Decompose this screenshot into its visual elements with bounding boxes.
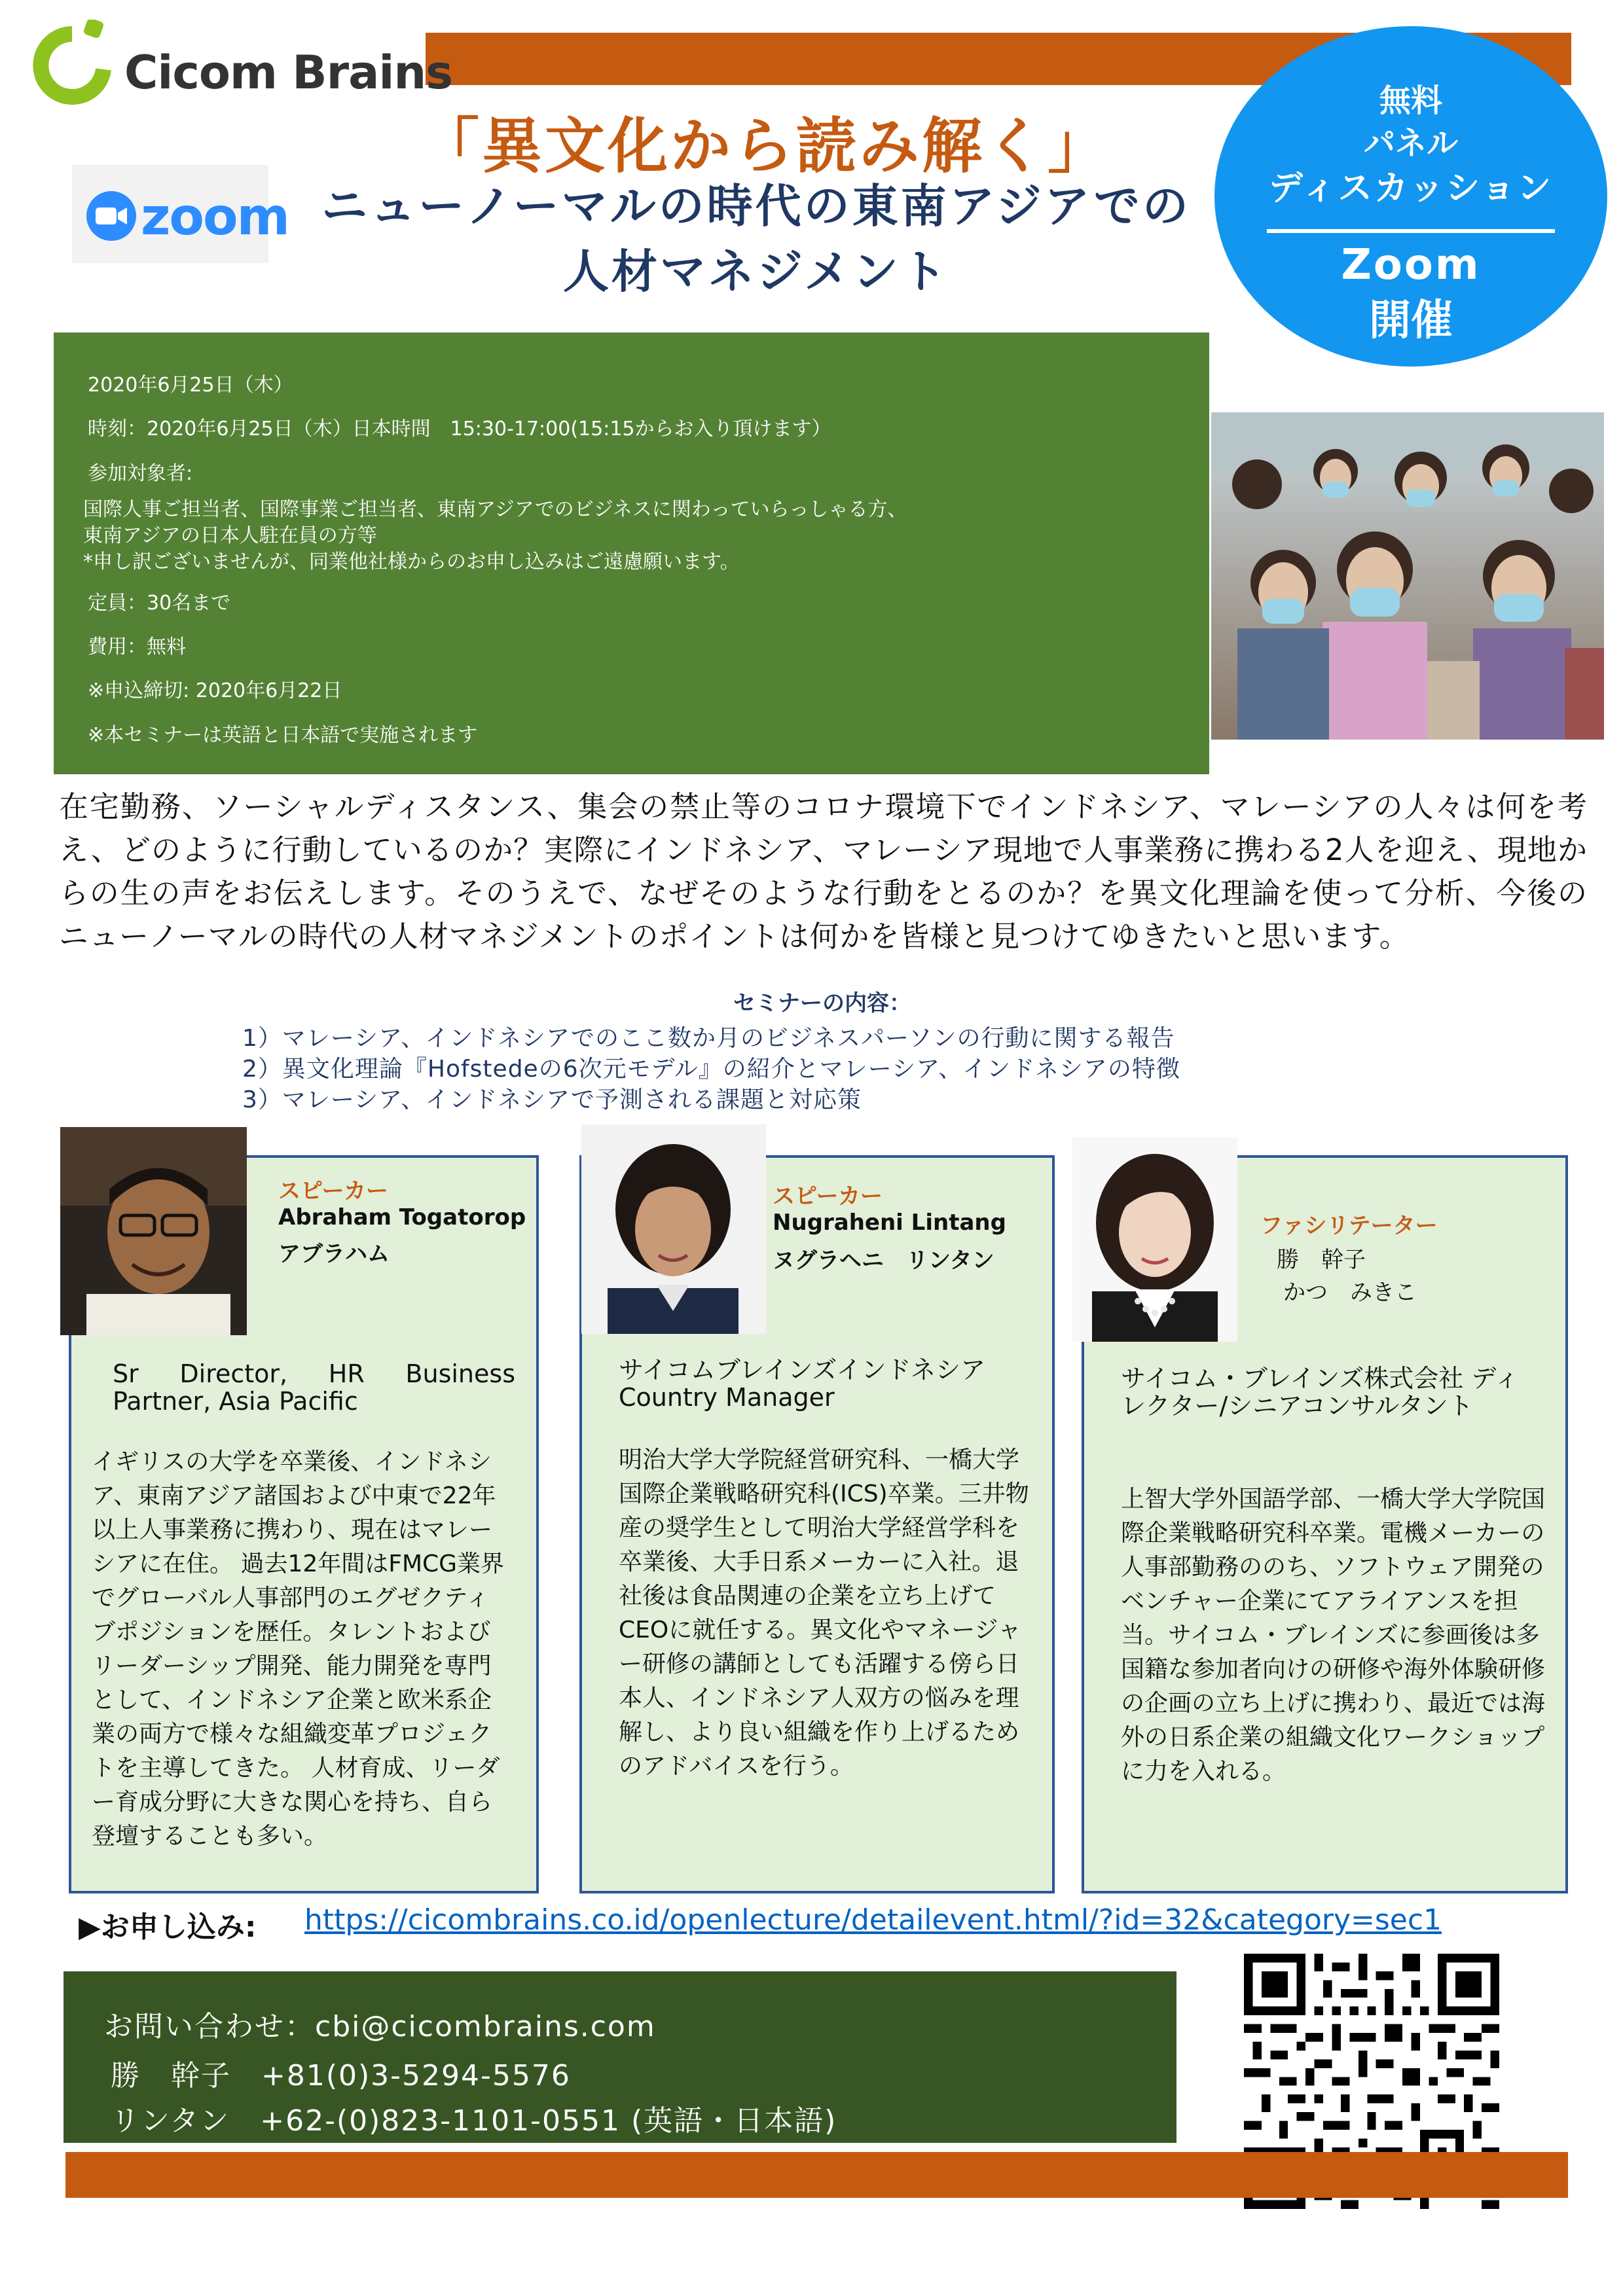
- badge-free: 無料: [1379, 82, 1442, 119]
- facilitator-name-kana: かつ みきこ: [1283, 1280, 1417, 1306]
- badge-discussion: ディスカッション: [1268, 169, 1554, 208]
- audience-line-1: 国際人事ご担当者、国際事業ご担当者、東南アジアでのビジネスに関わっていらっしゃる方、: [83, 498, 907, 521]
- zoom-wordmark: zoom: [141, 188, 289, 247]
- logo-mark-icon: [26, 20, 118, 105]
- speaker-2-name-en: Nugraheni Lintang: [773, 1210, 1006, 1236]
- cicom-brains-logo: [26, 20, 452, 105]
- audience-line-2: 東南アジアの日本人駐在員の方等: [83, 524, 377, 547]
- event-badge: [1214, 26, 1607, 367]
- seminar-item-2: 2）異文化理論『Hofstedeの6次元モデル』の紹介とマレーシア、インドネシアの特徴: [242, 1056, 1180, 1083]
- speaker-1-bio: イギリスの大学を卒業後、インドネシア、東南アジア諸国および中東で22年以上人事業務に携わり、現在はマレーシアに在住。 過去12年間はFMCG業界でグローバル人事部門のエグゼクティブポジションを歴任。タレントおよびリーダーシップ開発、能力開発を専門として、インドネシア企業と欧米系企業の両方で様々な組織変革プロジェクトを主導してきた。 人材育成、リーダー育成分野に大きな関心を持ち、自ら登壇することも多い。: [92, 1448, 505, 1850]
- speaker-2-role: スピーカー: [773, 1183, 883, 1210]
- contact-panel: [64, 1971, 1176, 2143]
- badge-zoom: Zoom: [1341, 241, 1481, 289]
- audience-note: *申し訳ございませんが、同業他社様からのお申し込みはご遠慮願います。: [83, 550, 740, 573]
- zoom-camera-icon: [85, 190, 137, 242]
- page-subtitle: [282, 173, 1231, 304]
- subtitle-line-2: 人材マネジメント: [563, 245, 949, 298]
- speaker-1-role: スピーカー: [278, 1178, 388, 1204]
- facilitator-bio: 上智大学外国語学部、一橋大学大学院国際企業戦略研究科卒業。電機メーカーの人事部勤務ののち、ソフトウェア開発のベンチャー企業にてアライアンスを担当。サイコム・ブレインズに参画後は多国籍な参加者向けの研修や海外体験研修の企画の立ち上げに携わり、最近では海外の日系企業の組織文化ワークショップに力を入れる。: [1121, 1486, 1546, 1785]
- event-language: ※本セミナーは英語と日本語で実施されます: [88, 724, 478, 747]
- event-date: 2020年6月25日（木）: [88, 374, 293, 397]
- facilitator-photo: [1072, 1138, 1237, 1342]
- speaker-1-position: Sr Director, HR Business Partner, Asia Pacific: [113, 1359, 515, 1416]
- seminar-item-3: 3）マレーシア、インドネシアで予測される課題と対応策: [242, 1086, 862, 1113]
- page-title: 「異文化から読み解く」: [419, 111, 1111, 181]
- badge-held: 開催: [1369, 296, 1453, 345]
- audience-label: 参加対象者:: [88, 462, 193, 485]
- apply-link[interactable]: https://cicombrains.co.id/openlecture/detailevent.html/?id=32&category=sec1: [304, 1903, 1442, 1937]
- seminar-item-1: 1）マレーシア、インドネシアでのここ数か月のビジネスパーソンの行動に関する報告: [242, 1025, 1175, 1052]
- speaker-photo-2: [581, 1124, 766, 1334]
- contact-email: お問い合わせ：cbi@cicombrains.com: [104, 2010, 656, 2043]
- footer-accent-bar: [65, 2152, 1568, 2198]
- speaker-2-bio: 明治大学大学院経営研究科、一橋大学国際企業戦略研究科(ICS)卒業。三井物産の奨学生として明治大学経営学科を卒業後、大手日系メーカーに入社。退社後は食品関連の企業を立ち上げてCEOに就任する。異文化やマネージャー研修の講師としても活躍する傍ら日本人、インドネシア人双方の悩みを理解し、より良い組織を作り上げるためのアドバイスを行う。: [619, 1446, 1029, 1780]
- contact-phone-katsu: 勝 幹子 +81(0)3-5294-5576: [111, 2059, 571, 2092]
- intro-paragraph: 在宅勤務、ソーシャルディスタンス、集会の禁止等のコロナ環境下でインドネシア、マレーシアの人々は何を考え、どのように行動しているのか？実際にインドネシア、マレーシア現地で人事業務に携わる2人を迎え、現地からの生の声をお伝えします。そのうえで、なぜそのような行動をとるのか？を異文化理論を使って分析、今後のニューノーマルの時代の人材マネジメントのポイントは何かを皆様と見つけてゆきたいと思います。: [59, 789, 1588, 954]
- event-time: 時刻：2020年6月25日（木）日本時間 15:30-17:00(15:15からお入り頂けます）: [88, 418, 831, 440]
- badge-divider: [1267, 229, 1555, 233]
- event-capacity: 定員：30名まで: [88, 592, 231, 615]
- speaker-2-position: サイコムブレインズインドネシア Country Manager: [619, 1355, 986, 1412]
- facilitator-role: ファシリテーター: [1260, 1213, 1438, 1239]
- brand-name: Cicom Brains: [124, 46, 452, 99]
- subtitle-line-1: ニューノーマルの時代の東南アジアでの: [321, 179, 1191, 233]
- speaker-2-name-ja: ヌグラヘニ リンタン: [773, 1247, 994, 1274]
- event-info-panel: [54, 332, 1209, 774]
- crowd-photo: [1211, 412, 1604, 740]
- event-deadline: ※申込締切: 2020年6月22日: [88, 679, 342, 702]
- facilitator-name-ja: 勝 幹子: [1277, 1247, 1366, 1273]
- speaker-photo-1: [60, 1127, 247, 1335]
- speaker-1-name-ja: アブラハム: [278, 1241, 390, 1267]
- apply-label: ▶お申し込み:: [79, 1910, 257, 1944]
- facilitator-position: サイコム・ブレインズ株式会社 ディレクター/シニアコンサルタント: [1121, 1364, 1520, 1420]
- zoom-logo: [72, 165, 289, 263]
- contact-phone-lintang: リンタン +62-(0)823-1101-0551 (英語・日本語): [111, 2104, 837, 2138]
- event-fee: 費用：無料: [88, 636, 186, 658]
- seminar-title: セミナーの内容：: [733, 990, 911, 1016]
- speaker-1-name-en: Abraham Togatorop: [278, 1204, 526, 1230]
- badge-panel: パネル: [1363, 125, 1458, 162]
